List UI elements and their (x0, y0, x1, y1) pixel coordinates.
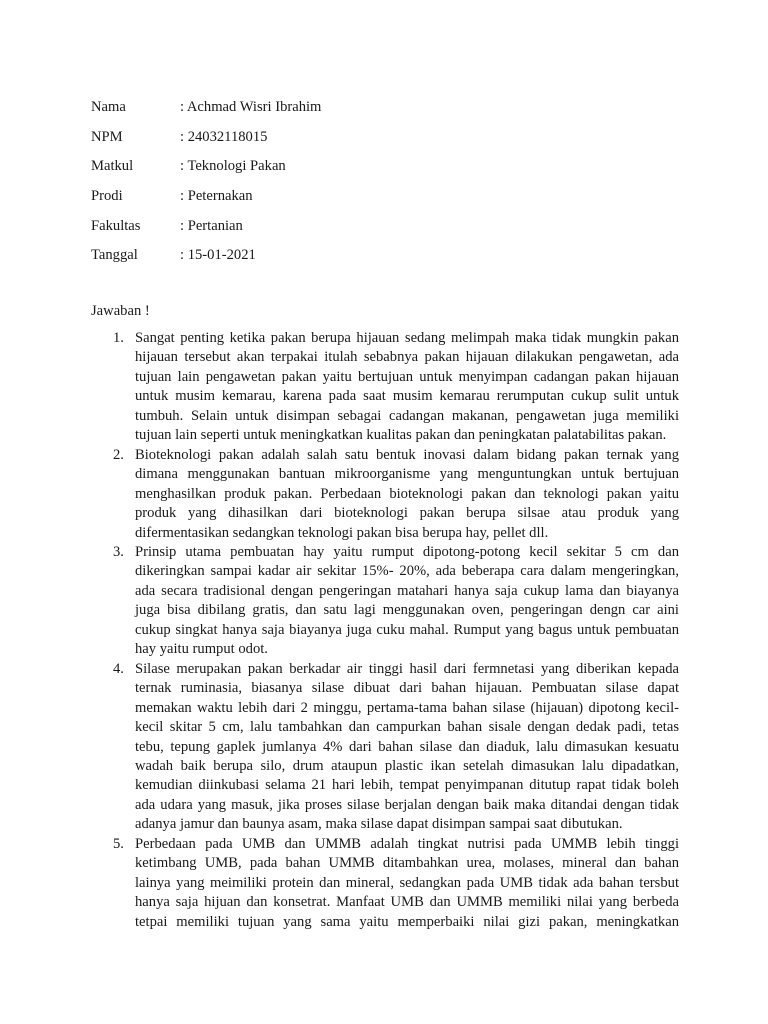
answer-line: juga bisa dibilang gratis, dan satu lagi menggunakan oven, pengeringan dengn car aini (135, 602, 679, 619)
answer-number-box (91, 446, 135, 543)
answer-item (91, 835, 679, 932)
info-label: Tanggal (91, 247, 138, 264)
answer-line: produk yang dihasilkan dari bioteknologi pakan berupa silsae atau produk yang (135, 505, 679, 522)
info-label: Nama (91, 98, 126, 115)
answer-number: 3. (113, 543, 124, 560)
answer-line: tumbuh. Selain untuk disimpan sebagai cadangan makanan, pengawetan juga memiliki (135, 407, 679, 424)
answer-number: 5. (113, 835, 124, 852)
answer-line: lainya yang meimiliki protein dan mineral, sedangkan pada UMB tidak ada bahan tersbut (135, 874, 679, 891)
answer-number: 1. (113, 330, 124, 346)
answer-line: Silase merupakan pakan berkadar air tinggi hasil dari fermnetasi yang diberikan kepada (135, 660, 679, 677)
info-row-prodi (91, 181, 651, 211)
answer-number: 2. (113, 446, 124, 463)
answer-line: ternak ruminasia, biasanya silase dibuat dari bahan hijauan. Pembuatan silase dapat (135, 680, 679, 697)
info-label: NPM (91, 128, 123, 145)
answer-line: kemudian diinkubasi selama 21 hari lebih, tempat penyimpanan ditutup rapat tidak boleh (135, 777, 679, 794)
answer-line: untuk musim kemarau, karena pada saat musim kemarau rerumputan cukup sulit untuk (135, 388, 679, 405)
answer-line: Sangat penting ketika pakan berupa hijauan sedang melimpah maka tidak mungkin pakan (135, 330, 679, 346)
answer-line: menghasilkan produk pakan. Perbedaan bioteknologi pakan dan teknologi pakan yaitu (135, 485, 679, 502)
student-info-block (91, 92, 651, 270)
info-value: : Achmad Wisri Ibrahim (180, 98, 322, 115)
info-label: Matkul (91, 158, 134, 175)
answer-line: dimana menggunakan bantuan mikroorganisme yang menguntungkan untuk bertujuan (135, 466, 679, 483)
info-label: Fakultas (91, 217, 141, 234)
answer-number: 4. (113, 660, 124, 677)
answer-line: adanya jamur dan baunya asam, maka silase dapat disimpan sampai saat dibutukan. (135, 816, 623, 833)
answer-number-box (91, 329, 135, 446)
answer-line: tujuan lain pengawetan pakan yaitu bertujuan untuk menyimpan cadangan pakan hijauan (135, 368, 679, 385)
answer-text (135, 329, 679, 446)
answer-line: dikeringkan sampai kadar air sekitar 15%- 20%, ada beberapa cara dalam mengeringkan, (135, 563, 679, 580)
answer-text (135, 446, 679, 543)
answer-item (91, 329, 679, 446)
answers-heading: Jawaban ! (91, 303, 150, 319)
answer-item (91, 660, 679, 835)
answer-line: Perbedaan pada UMB dan UMMB adalah tingkat nutrisi pada UMMB lebih tinggi (135, 835, 679, 852)
answer-text (135, 543, 679, 660)
answer-item (91, 446, 679, 543)
answer-number-box (91, 543, 135, 660)
answers-list (91, 329, 679, 932)
answer-line: tujuan lain seperti untuk meningkatkan kualitas pakan dan peningkatan palatabilitas pakan. (135, 427, 667, 444)
answer-line: hay yaitu rumput odot. (135, 641, 268, 658)
answer-line: ada udara yang masuk, jika proses silase berjalan dengan baik maka ditandai dengan tidak (135, 796, 679, 813)
answer-text (135, 660, 679, 835)
answer-line: wadah baik berupa silo, drum ataupun plastic ikan setelah dimasukan lalu dipadatkan, (135, 757, 679, 774)
info-value: : Pertanian (180, 217, 243, 234)
info-row-npm (91, 122, 651, 152)
answer-line: Bioteknologi pakan adalah salah satu bentuk inovasi dalam bidang pakan ternak yang (135, 446, 679, 463)
info-row-tanggal (91, 240, 651, 270)
answer-number-box (91, 660, 135, 835)
answer-line: hijauan tersebut akan terpakai itulah sebabnya pakan hijauan dilakukan pengawetan, ada (135, 349, 679, 366)
answer-line: ada secara tradisional dengan pengeringan matahari hanya saja cukup lama dan biayanya (135, 582, 679, 599)
info-value: : Peternakan (180, 187, 253, 204)
answer-item (91, 543, 679, 660)
answer-line: tetpai memiliki tujuan yang sama yaitu memperbaiki nilai gizi pakan, meningkatkan (135, 913, 679, 930)
answer-line: ketimbang UMB, pada bahan UMMB ditambahkan urea, molases, mineral dan bahan (135, 855, 679, 872)
answer-line: hanya saja hijuan dan konsetrat. Manfaat UMB dan UMMB memiliki nilai yang berbeda (135, 894, 679, 911)
answer-text (135, 835, 679, 932)
answer-line: Prinsip utama pembuatan hay yaitu rumput dipotong-potong kecil sekitar 5 cm dan (135, 543, 679, 560)
info-label: Prodi (91, 187, 123, 204)
info-row-nama (91, 92, 651, 122)
info-value: : 24032118015 (180, 128, 268, 145)
answer-line: tebu, tepung gaplek jumlanya 4% dari bahan silase dan diaduk, lalu dimasukan kesuatu (135, 738, 679, 755)
info-value: : 15-01-2021 (180, 247, 256, 264)
answer-line: memakan waktu lebih dari 2 minggu, pertama-tama bahan silase (hijauan) dipotong kecil- (135, 699, 679, 716)
answer-line: difermentasikan sedangkan teknologi pakan bisa berupa hay, pellet dll. (135, 524, 549, 541)
info-row-fakultas (91, 211, 651, 241)
answer-number-box (91, 835, 135, 932)
info-row-matkul (91, 151, 651, 181)
info-value: : Teknologi Pakan (180, 158, 286, 175)
answer-line: cukup singkat hanya saja biayanya juga cuku mahal. Rumput yang bagus untuk pembuatan (135, 621, 679, 638)
answer-line: kecil skitar 5 cm, lalu tambahkan dan campurkan bahan sisale dengan dedak padi, tetas (135, 719, 679, 736)
